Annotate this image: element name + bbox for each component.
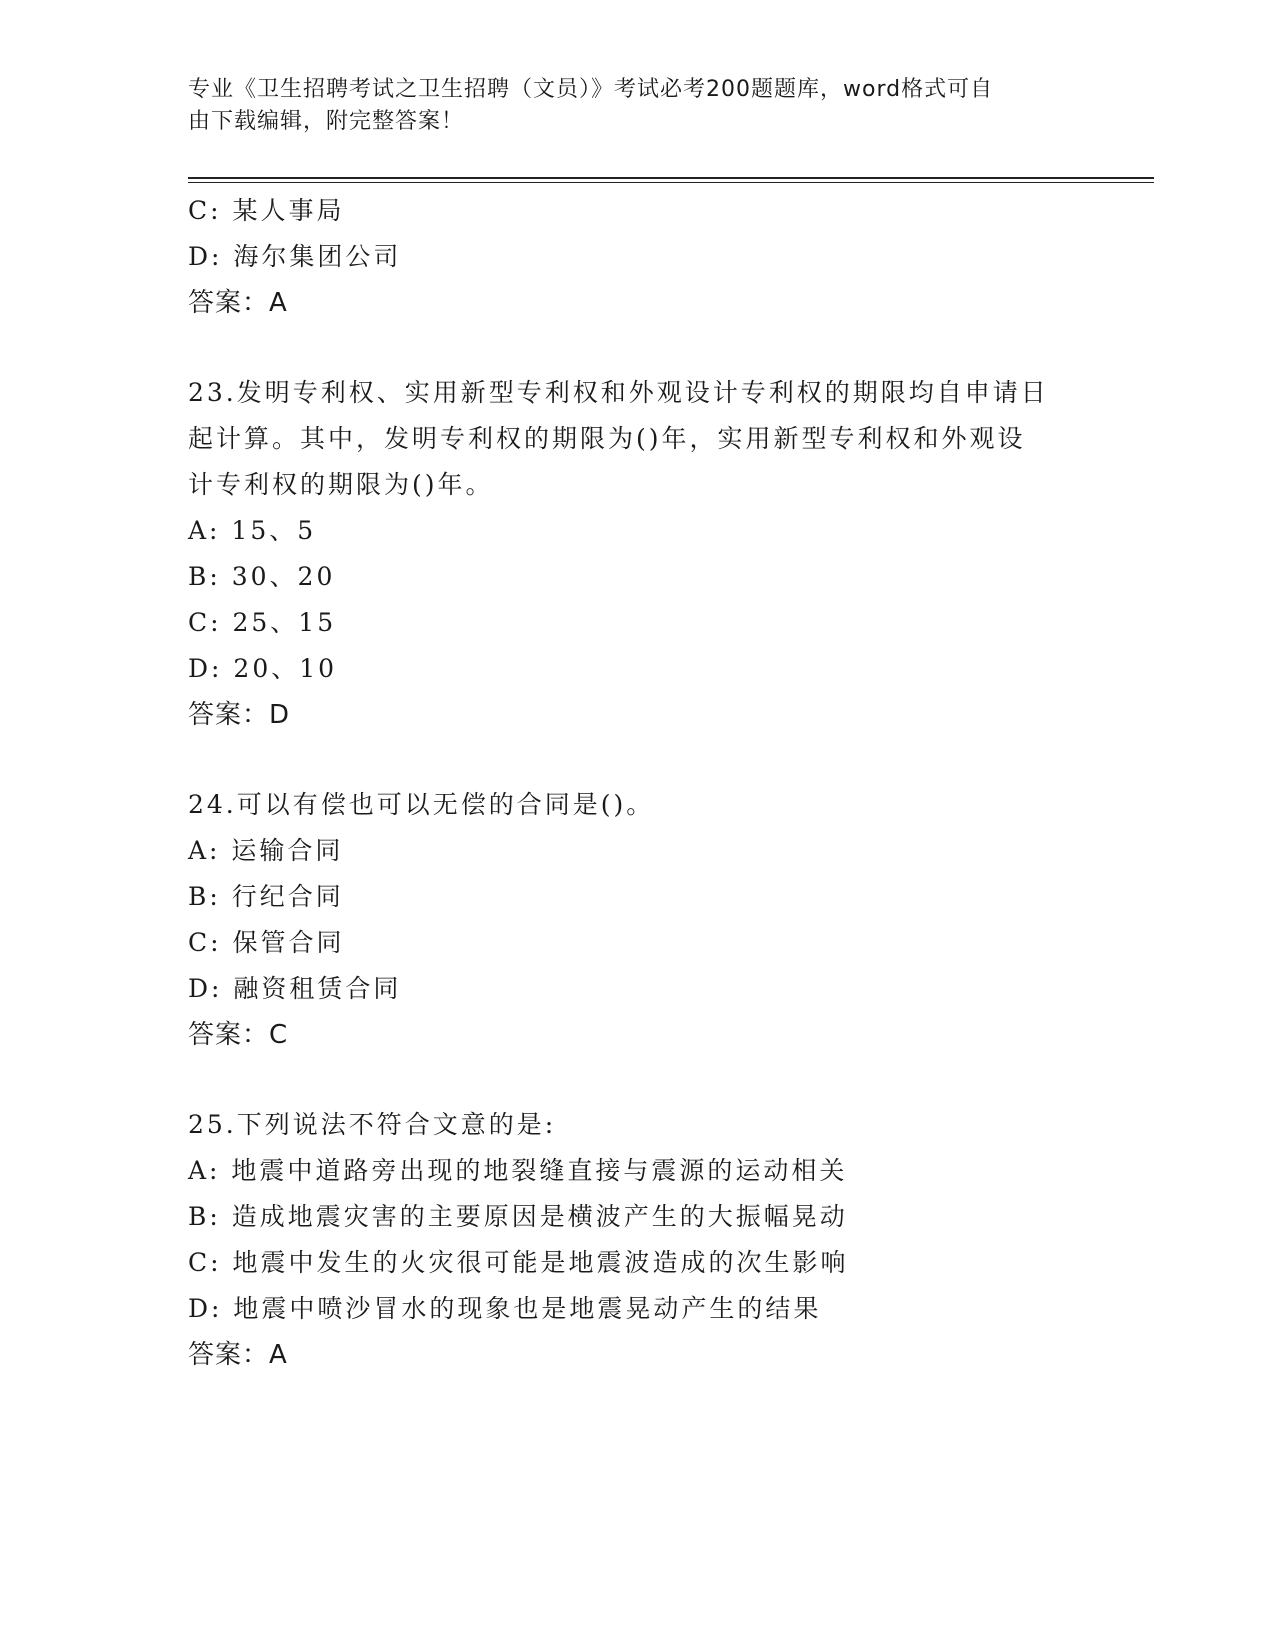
header-line-2: 由下载编辑，附完整答案！ <box>188 109 465 134</box>
question-list <box>188 188 1088 1378</box>
option-b: B: 30、20 <box>188 562 336 591</box>
question-24 <box>188 782 1088 1058</box>
question-23 <box>188 370 1088 738</box>
option-d: D: 融资租赁合同 <box>188 974 402 1003</box>
option-a: A: 地震中道路旁出现的地裂缝直接与震源的运动相关 <box>188 1156 848 1185</box>
question-25 <box>188 1102 1088 1378</box>
header-line-1: 专业《卫生招聘考试之卫生招聘（文员）》考试必考200题题库，word格式可自 <box>188 77 994 102</box>
option-a: A: 运输合同 <box>188 836 344 865</box>
option-a: A: 15、5 <box>188 516 317 545</box>
option-d: D: 地震中喷沙冒水的现象也是地震晃动产生的结果 <box>188 1294 822 1323</box>
answer-line: 答案：A <box>188 1340 288 1370</box>
answer-line: 答案：A <box>188 288 288 318</box>
header-rule-thick <box>188 177 1154 179</box>
answer-line: 答案：C <box>188 1020 289 1050</box>
option-c: C: 地震中发生的火灾很可能是地震波造成的次生影响 <box>188 1248 849 1277</box>
option-c: C: 保管合同 <box>188 928 345 957</box>
option-c: C: 某人事局 <box>188 196 345 225</box>
option-d: D: 海尔集团公司 <box>188 242 402 271</box>
option-b: B: 行纪合同 <box>188 882 344 911</box>
question-text-line: 24.可以有偿也可以无偿的合同是()。 <box>188 790 655 819</box>
question-text-line: 计专利权的期限为()年。 <box>188 470 494 499</box>
document-header <box>188 74 1068 138</box>
answer-line: 答案：D <box>188 700 291 730</box>
question-text-line: 25.下列说法不符合文意的是: <box>188 1110 557 1139</box>
header-rule-thin <box>188 182 1154 183</box>
question-text-line: 起计算。其中，发明专利权的期限为()年，实用新型专利权和外观设 <box>188 424 1026 453</box>
carryover-block <box>188 188 1088 326</box>
option-c: C: 25、15 <box>188 608 337 637</box>
question-text-line: 23.发明专利权、实用新型专利权和外观设计专利权的期限均自申请日 <box>188 378 1049 407</box>
option-b: B: 造成地震灾害的主要原因是横波产生的大振幅晃动 <box>188 1202 848 1231</box>
option-d: D: 20、10 <box>188 654 338 683</box>
